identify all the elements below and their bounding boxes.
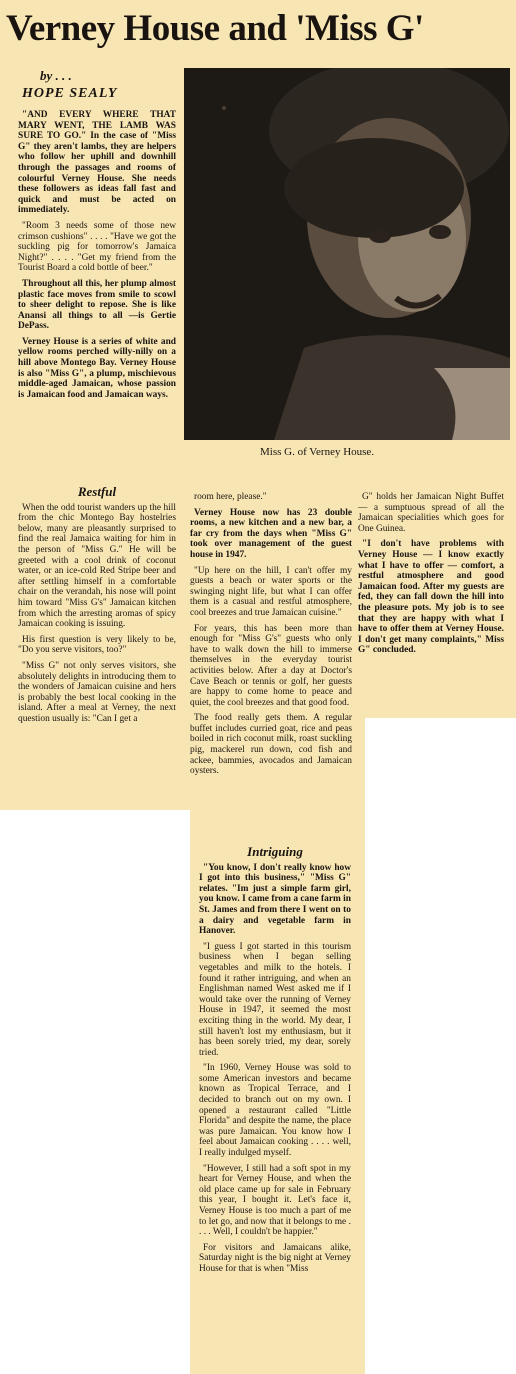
- intro-paragraph: "Room 3 needs some of those new crimson cushions" . . . . "Have we got the suckling pig for tomorrow's Jamaica Night?" . . . . "Get my friend from the Tourist Board a cold bottle of beer.": [18, 220, 176, 274]
- middle-paragraph: room here, please.": [194, 492, 267, 502]
- column-right: [358, 492, 504, 661]
- intro-paragraph: Verney House is a series of white and yellow rooms perched willy-nilly on a hill above Montego Bay. Verney House is also "Miss G", a plump, mischievous middle-aged Jamaican, whose passion is Jamaican food and Jamaican ways.: [18, 336, 176, 400]
- intro-paragraph: "AND EVERY WHERE THAT MARY WENT, THE LAMB WAS SURE TO GO." In the case of "Miss G" they aren't lambs, they are helpers who follow her uphill and downhill through the passages and rooms of colourful Verney House. She needs these followers as ideas fall fast and quick and must be acted on immediately.: [18, 110, 176, 216]
- photo-caption: Miss G. of Verney House.: [260, 446, 375, 458]
- intriguing-paragraph: "You know, I don't really know how I got into this business," "Miss G" relates. "Im just a simple farm girl, you know. I came from a cane farm in St. James and from there I went on to a dairy and vegetable farm in Hanover.: [199, 862, 351, 937]
- restful-paragraph: When the odd tourist wanders up the hill from the chic Montego Bay hostelries below, many are pleasantly surprised to find the real Jamaica waiting for him in the person of "Miss G." He will be greeted with a cool drink of coconut water, or an ice-cold Red Stripe beer and after settling himself in a comfortable chair on the verandah, his nose will point him toward "Miss G's" Jamaican kitchen from which the arresting aromas of spicy Jamaican cooking is issuing.: [18, 502, 176, 630]
- middle-paragraph: Verney House now has 23 double rooms, a new kitchen and a new bar, a far cry from the days when "Miss G" took over management of the guest house in 1947.: [190, 507, 352, 560]
- column-restful: [18, 482, 176, 729]
- byline: by . . .: [40, 68, 72, 83]
- portrait-image: [184, 68, 510, 440]
- intriguing-paragraph: "In 1960, Verney House was sold to some American investors and became known as Tropical Terrace, and I decided to branch out on my own. I opened a restaurant called "Little Florida" and despite the name, the place was pure Jamaican. You know how I feel about Jamaican cooking . . . . well, I really indulged myself.: [199, 1063, 351, 1159]
- intriguing-paragraph: "I guess I got started in this tourism business when I began selling vegetables and milk to the hotels. I found it rather intriguing, and when an Englishman named West asked me if I would take over the running of Verney House in 1947, it seemed the most exciting thing in the world. My dear, I still haven't lost my enthusiasm, but it has been sorely tried, my dear, sorely tried.: [199, 941, 351, 1058]
- author-name: HOPE SEALY: [22, 86, 118, 101]
- headline: Verney House and 'Miss G': [6, 8, 424, 49]
- intriguing-paragraph: "However, I still had a soft spot in my heart for Verney House, and when the old place came up for sale in February this year, I bought it. Let's face it, Verney House is too much a part of me to let go, and now that it belongs to me . . . . Well, I couldn't be happier.": [199, 1163, 351, 1238]
- intro-paragraph: Throughout all this, her plump almost plastic face moves from smile to scowl to sheer delight to repose. She is like Anansi all things to all —is Gertie DePass.: [18, 278, 176, 332]
- subheading-restful: Restful: [77, 484, 117, 499]
- right-paragraph: G" holds her Jamaican Night Buffet — a sumptuous spread of all the Jamaican specialities which goes for One Guinea.: [358, 492, 504, 534]
- subheading-intriguing: Intriguing: [247, 844, 303, 859]
- portrait-photo: [184, 68, 510, 440]
- column-middle: [190, 492, 352, 782]
- intriguing-paragraph: For visitors and Jamaicans alike, Saturday night is the big night at Verney House for that is when "Miss: [199, 1242, 351, 1274]
- middle-paragraph: The food really gets them. A regular buffet includes curried goat, rice and peas boiled in rich coconut milk, roast suckling pig, mackerel run down, cod fish and ackee, bammies, avocados and Jamaican oysters.: [190, 713, 352, 777]
- column-intriguing: [199, 842, 351, 1280]
- middle-paragraph: "Up here on the hill, I can't offer my guests a beach or water sports or the swinging night life, but what I can offer them is a casual and restful atmosphere, cool breezes and true Jamaican cuisine.": [190, 565, 352, 618]
- middle-paragraph: For years, this has been more than enough for "Miss G's" guests who only have to walk down the hill to immerse themselves in the everyday tourist activities below. After a day at Doctor's Cave Beach or tennis or golf, her guests are happy to come home to peace and quiet, the cool breezes and that good food.: [190, 623, 352, 708]
- restful-paragraph: "Miss G" not only serves visitors, she absolutely delights in introducing them to the wonders of Jamaican cuisine and hers is probably the best local cooking in the island. After a meal at Verney, the next question usually is: "Can I get a: [18, 660, 176, 724]
- right-paragraph: "I don't have problems with Verney House — I know exactly what I have to offer — comfort, a restful atmosphere and good Jamaican food. After my guests are fed, they can fall down the hill into the pleasure pots. My job is to see that they are happy with what I have to offer them at Verney House. I don't get many complaints," Miss G" concluded.: [358, 539, 504, 656]
- column-intro: [18, 110, 176, 405]
- restful-paragraph: His first question is very likely to be, "Do you serve visitors, too?": [18, 634, 176, 656]
